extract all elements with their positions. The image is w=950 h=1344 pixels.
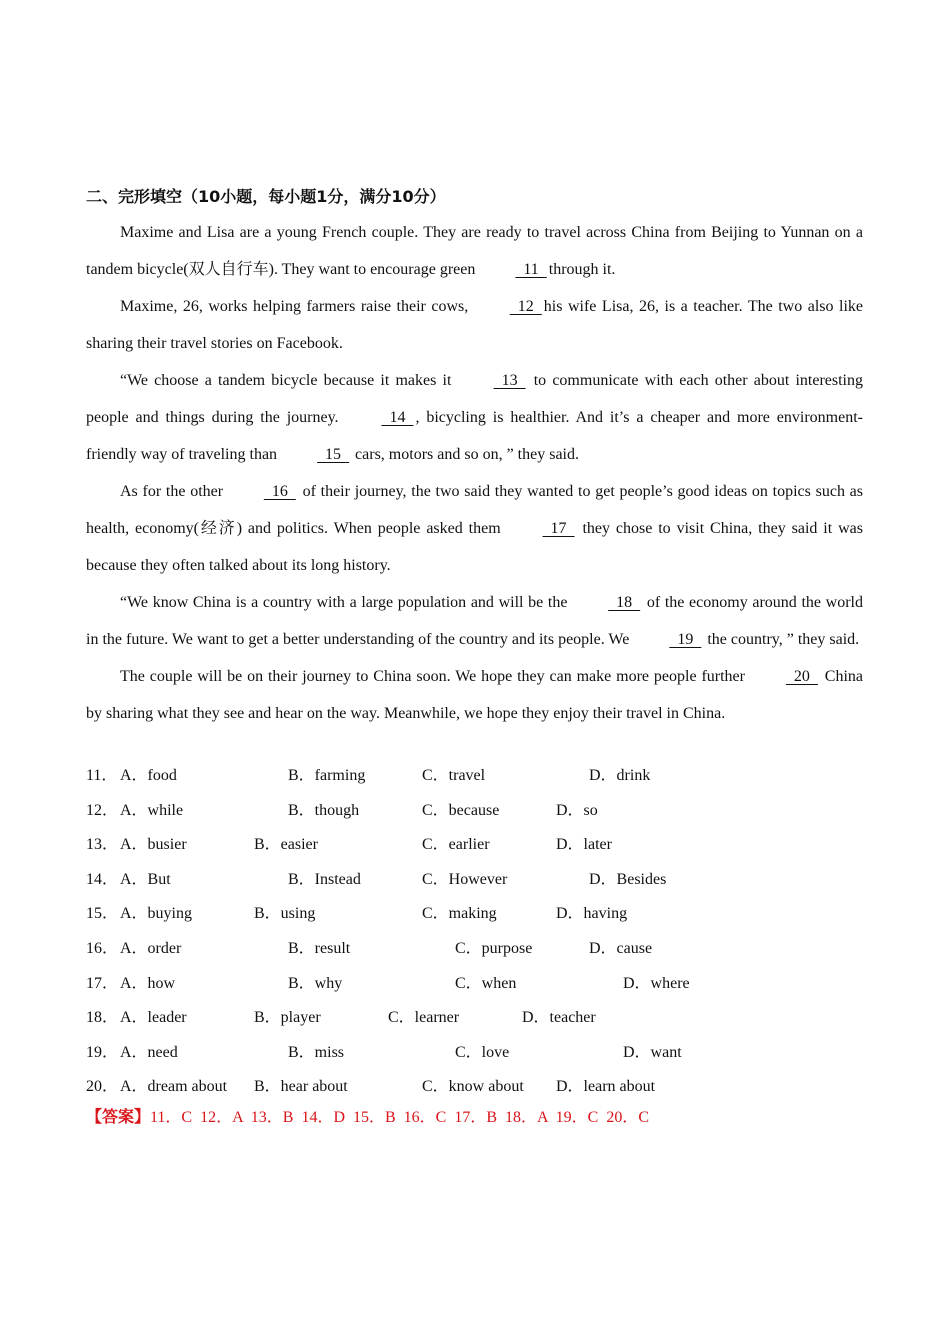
passage-paragraph bbox=[86, 362, 863, 473]
option-b: B．why bbox=[288, 974, 343, 992]
option-b: B．hear about bbox=[254, 1078, 348, 1096]
option-a: A．leader bbox=[120, 1009, 187, 1027]
blank-number: 14 bbox=[381, 409, 414, 426]
option-c: C．know about bbox=[422, 1078, 524, 1096]
option-a: A．buying bbox=[120, 905, 193, 923]
question-row bbox=[86, 863, 863, 898]
paragraph-text: “We choose a tandem bicycle because it makes it bbox=[120, 372, 458, 389]
question-row bbox=[86, 967, 863, 1002]
option-d: D．teacher bbox=[522, 1009, 596, 1027]
paragraph-text: , bicycling is healthier. And it’s a cheaper and more environment-friendly way of traveling than bbox=[86, 409, 863, 463]
blank-number: 15 bbox=[317, 446, 350, 463]
question-number: 16． bbox=[86, 939, 119, 957]
blank-number: 18 bbox=[608, 594, 641, 611]
option-a: A．dream about bbox=[120, 1078, 228, 1096]
option-c: C．learner bbox=[388, 1009, 460, 1027]
option-d: D．Besides bbox=[589, 870, 667, 888]
blank-number: 13 bbox=[493, 372, 526, 389]
question-options bbox=[86, 759, 863, 1105]
passage-paragraph bbox=[86, 658, 863, 732]
paragraph-text: his wife Lisa, 26, is a teacher. The two also like sharing their travel stories on Facebook. bbox=[86, 298, 863, 352]
question-row bbox=[86, 828, 863, 863]
passage-paragraph bbox=[86, 584, 863, 658]
paragraph-text: the country, ” they said. bbox=[703, 631, 860, 648]
question-number: 20． bbox=[86, 1078, 119, 1096]
blank-number: 16 bbox=[263, 483, 296, 500]
paragraph-text: to communicate with each other about interesting people and things during the journey. bbox=[86, 372, 864, 426]
question-number: 13． bbox=[86, 836, 119, 854]
question-row bbox=[86, 897, 863, 932]
answer-key bbox=[86, 1104, 649, 1127]
option-d: D．so bbox=[556, 801, 598, 819]
option-d: D．cause bbox=[589, 939, 653, 957]
option-a: A．how bbox=[120, 974, 176, 992]
blank-number: 19 bbox=[669, 631, 702, 648]
paragraph-text: Maxime and Lisa are a young French couple. They are ready to travel across China from Beijing to Yunnan on a tandem bicycle(双人自行车). They want to encourage green bbox=[86, 224, 863, 278]
option-d: D．having bbox=[556, 905, 628, 923]
option-c: C．However bbox=[422, 870, 508, 888]
paragraph-text: of their journey, the two said they wanted to get people’s good ideas on topics such as health, economy(经济) and politics. When people asked them bbox=[86, 483, 864, 537]
option-c: C．love bbox=[455, 1043, 510, 1061]
option-d: D．learn about bbox=[556, 1078, 656, 1096]
option-b: B．result bbox=[288, 939, 351, 957]
question-row bbox=[86, 1001, 863, 1036]
question-number: 19． bbox=[86, 1043, 119, 1061]
option-b: B．farming bbox=[288, 767, 366, 784]
question-number: 18． bbox=[86, 1009, 119, 1027]
question-number: 11． bbox=[86, 767, 118, 784]
blank-number: 12 bbox=[509, 298, 542, 315]
passage-paragraph bbox=[86, 473, 863, 584]
option-a: A．busier bbox=[120, 836, 187, 854]
option-b: B．Instead bbox=[288, 870, 361, 888]
question-number: 12． bbox=[86, 801, 119, 819]
question-row bbox=[86, 794, 863, 829]
option-a: A．But bbox=[120, 870, 171, 888]
question-number: 17． bbox=[86, 974, 119, 992]
option-d: D．later bbox=[556, 836, 612, 854]
blank-number: 17 bbox=[542, 520, 575, 537]
option-c: C．when bbox=[455, 974, 517, 992]
blank-number: 20 bbox=[785, 668, 818, 685]
option-c: C．earlier bbox=[422, 836, 490, 854]
answer-label: 【答案】 bbox=[86, 1107, 151, 1126]
blank-number: 11 bbox=[515, 261, 547, 278]
option-a: A．need bbox=[120, 1043, 178, 1061]
option-c: C．because bbox=[422, 801, 500, 819]
option-c: C．making bbox=[422, 905, 497, 923]
option-d: D．where bbox=[623, 974, 690, 992]
paragraph-text: of the economy around the world in the future. We want to get a better understanding of the country and its people. We bbox=[86, 594, 864, 648]
question-row bbox=[86, 1070, 863, 1105]
paragraph-text: China by sharing what they see and hear on the way. Meanwhile, we hope they enjoy their travel in China. bbox=[86, 668, 864, 722]
option-c: C．purpose bbox=[455, 939, 533, 957]
option-b: B．though bbox=[288, 801, 360, 819]
option-b: B．miss bbox=[288, 1043, 345, 1061]
paragraph-text: cars, motors and so on, ” they said. bbox=[351, 446, 579, 463]
answer-text: 11．C 12．A 13．B 14．D 15．B 16．C 17．B 18．A 19．C 20．C bbox=[150, 1109, 650, 1126]
question-row bbox=[86, 932, 863, 967]
option-d: D．want bbox=[623, 1043, 682, 1061]
paragraph-text: The couple will be on their journey to China soon. We hope they can make more people further bbox=[120, 668, 750, 685]
option-a: A．order bbox=[120, 939, 182, 957]
option-d: D．drink bbox=[589, 767, 651, 784]
option-b: B．using bbox=[254, 905, 316, 923]
paragraph-text: Maxime, 26, works helping farmers raise their cows, bbox=[120, 298, 474, 315]
option-b: B．easier bbox=[254, 836, 318, 854]
option-b: B．player bbox=[254, 1009, 321, 1027]
paragraph-text: through it. bbox=[548, 261, 616, 278]
option-a: A．food bbox=[120, 767, 177, 784]
paragraph-text: As for the other bbox=[120, 483, 228, 500]
question-row bbox=[86, 759, 863, 794]
cloze-passage bbox=[86, 214, 863, 732]
question-row bbox=[86, 1036, 863, 1071]
paragraph-text: “We know China is a country with a large population and will be the bbox=[120, 594, 573, 611]
question-number: 15． bbox=[86, 905, 119, 923]
paragraph-text: they chose to visit China, they said it was because they often talked about its long history. bbox=[86, 520, 863, 574]
passage-paragraph bbox=[86, 214, 863, 288]
section-title: 二、完形填空（10小题，每小题1分，满分10分） bbox=[86, 187, 446, 206]
option-c: C．travel bbox=[422, 767, 486, 784]
passage-paragraph bbox=[86, 288, 863, 362]
question-number: 14． bbox=[86, 870, 119, 888]
option-a: A．while bbox=[120, 801, 184, 819]
